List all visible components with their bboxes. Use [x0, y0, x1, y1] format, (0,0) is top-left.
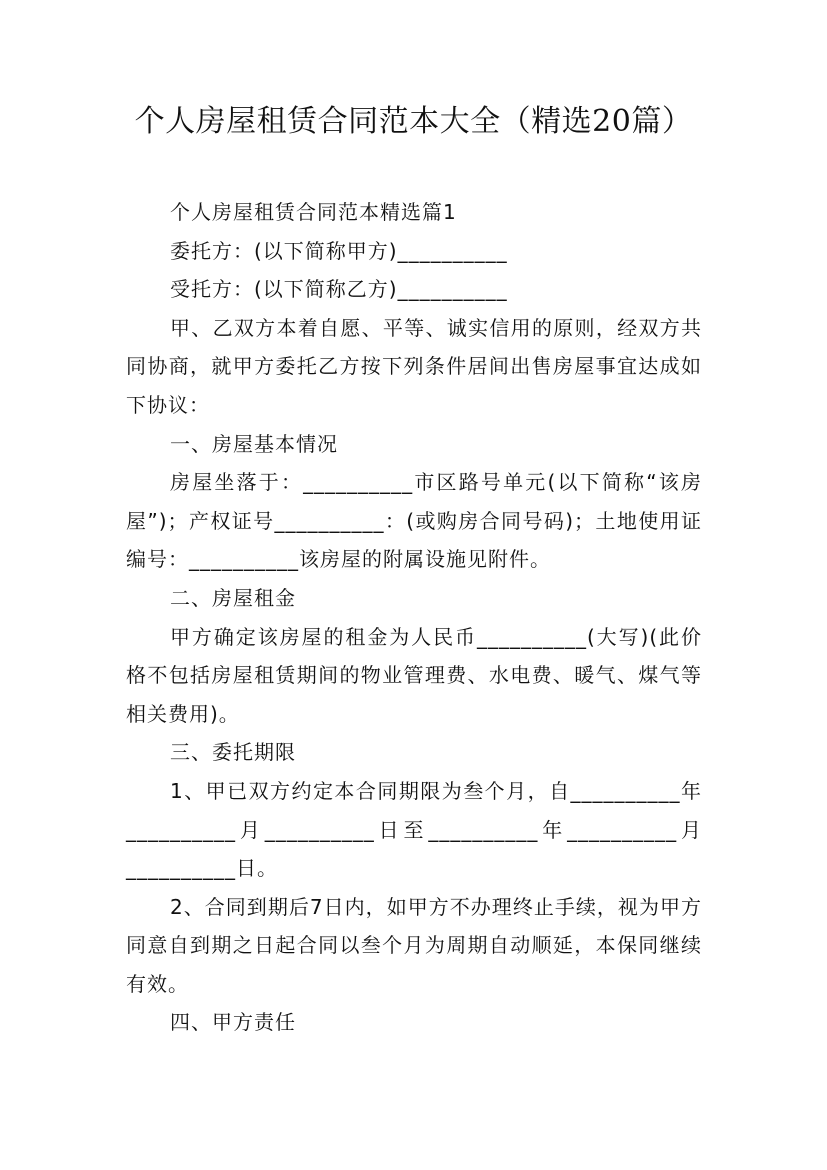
document-title: 个人房屋租赁合同范本大全（精选20篇）	[134, 104, 693, 139]
clause-heading: 二、房屋租金	[170, 585, 296, 610]
document-body	[126, 193, 702, 1042]
section-heading: 个人房屋租赁合同范本精选篇1	[170, 200, 457, 224]
clause-heading: 三、委托期限	[170, 740, 296, 765]
clause-heading: 四、甲方责任	[170, 1010, 296, 1035]
clause-text: 甲方确定该房屋的租金为人民币__________(大写)(此价格不包括房屋租赁期间的物业管理费、水电费、暖气、煤气等相关费用)。	[126, 624, 702, 726]
clause-text: 1、甲已双方约定本合同期限为叁个月，自__________年__________月__________日至__________年__________月__________日。	[126, 778, 702, 881]
clause-text: 2、合同到期后7日内，如甲方不办理终止手续，视为甲方同意自到期之日起合同以叁个月为周期自动顺延，本保同继续有效。	[126, 894, 702, 996]
clause-text: 房屋坐落于：__________市区路号单元(以下简称“该房屋”)；产权证号__________：(或购房合同号码)；土地使用证编号：__________该房屋的附属设施见附件。	[126, 470, 702, 572]
agent-line: 受托方：(以下简称乙方)__________	[170, 277, 508, 302]
clause-heading: 一、房屋基本情况	[170, 431, 338, 456]
client-line: 委托方：(以下简称甲方)__________	[170, 238, 508, 263]
agreement-intro: 甲、乙双方本着自愿、平等、诚实信用的原则，经双方共同协商，就甲方委托乙方按下列条件居间出售房屋事宜达成如下协议：	[126, 315, 702, 417]
